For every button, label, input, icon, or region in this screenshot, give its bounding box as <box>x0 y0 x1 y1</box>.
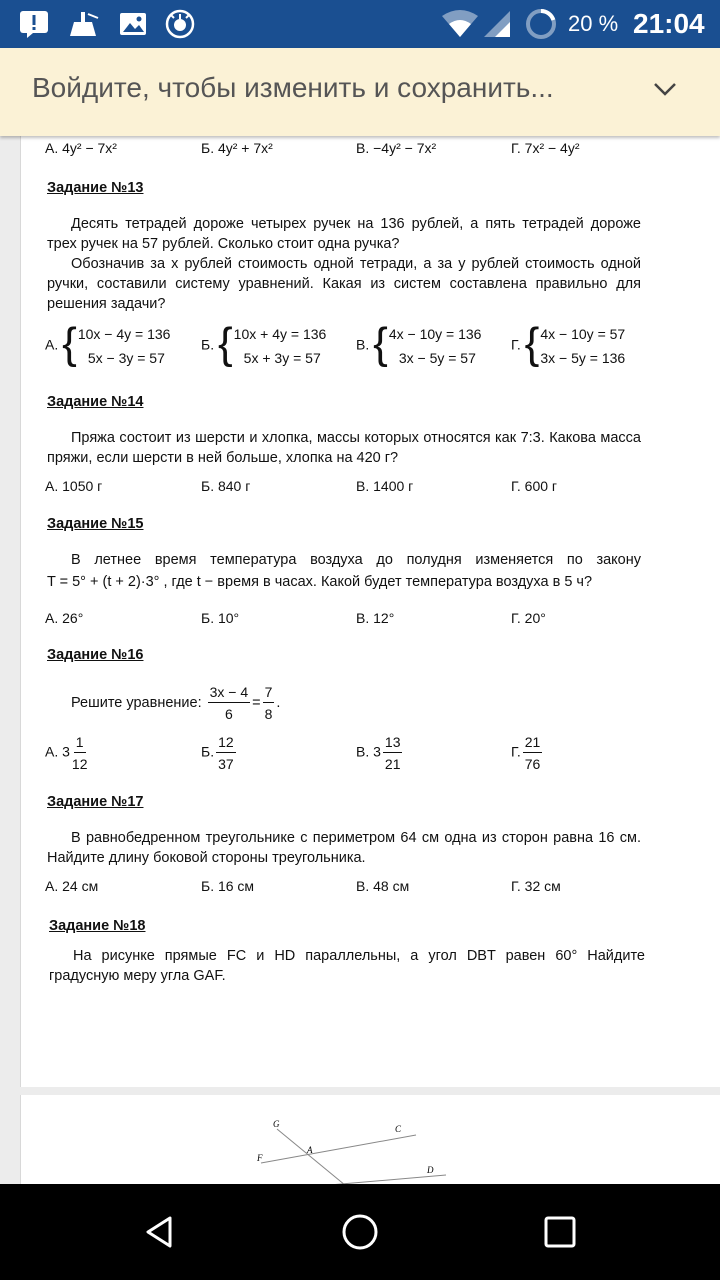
task-17-heading: Задание №17 <box>47 794 144 810</box>
recents-icon[interactable] <box>536 1208 584 1256</box>
task-13-text-2: Обозначив за x рублей стоимость одной тетради, а за y рублей стоимость одной ручки, составили систему уравнений. Какая из систем составлена правильно для решения задачи? <box>47 256 641 312</box>
task-18-heading: Задание №18 <box>49 918 146 934</box>
option-label: Г. <box>511 743 521 760</box>
home-icon[interactable] <box>336 1208 384 1256</box>
geometry-figure <box>21 1095 720 1190</box>
task-17-answer-b: Б. 16 см <box>201 878 255 894</box>
task-13-answer-a: А. { 10x − 4y = 136 5x − 3y = 57 <box>45 319 171 368</box>
option-label: В. <box>356 336 370 353</box>
fraction-denominator: 76 <box>524 756 541 772</box>
task-15-heading: Задание №15 <box>47 516 144 532</box>
banner-message: Войдите, чтобы изменить и сохранить... <box>32 72 554 103</box>
navigation-bar <box>0 1184 720 1280</box>
task-17-text: В равнобедренном треугольнике с периметром 64 см одна из сторон равна 16 см. Найдите длину боковой стороны треугольника. <box>47 830 641 866</box>
task-14-answer-b: Б. 840 г <box>201 478 251 494</box>
task-16-heading: Задание №16 <box>47 647 144 663</box>
task-14-answer-a: А. 1050 г <box>45 478 103 494</box>
chevron-down-icon[interactable] <box>652 80 678 103</box>
period: . <box>276 694 281 711</box>
option-label: А. 3 <box>45 743 70 760</box>
task-15-text: В летнее время температура воздуха до полудня изменяется по закону <box>71 552 641 568</box>
answer-d: Г. 7x² − 4y² <box>511 140 580 156</box>
option-label: Б. <box>201 336 215 353</box>
fraction-numerator: 13 <box>383 734 403 753</box>
equation: 10x + 4y = 136 <box>233 326 327 342</box>
option-label: Г. <box>511 336 521 353</box>
task-14-text: Пряжа состоит из шерсти и хлопка, массы которых относятся как 7:3. Какова масса пряжи, если шерсти в ней больше, хлопка на 420 г? <box>47 430 641 466</box>
figure-label-d: D <box>427 1165 434 1175</box>
image-icon <box>118 10 148 38</box>
figure-label-f: F <box>257 1153 263 1163</box>
figure-label-c: C <box>395 1124 402 1134</box>
option-label: А. <box>45 336 59 353</box>
task-18-text: На рисунке прямые FC и HD параллельны, а угол DBT равен 60° Найдите градусную меру угла GAF. <box>49 948 645 984</box>
task-15-answer-b: Б. 10° <box>201 610 240 626</box>
fraction-numerator: 12 <box>216 734 236 753</box>
task-16-answer-b <box>201 734 238 772</box>
figure-label-g: G <box>273 1119 280 1129</box>
cleaner-icon <box>66 10 100 38</box>
answer-a: А. 4y² − 7x² <box>45 140 117 156</box>
equation: 5x + 3y = 57 <box>243 350 321 366</box>
status-bar <box>0 0 720 48</box>
prompt-text: Решите уравнение: <box>71 694 202 711</box>
option-label: В. 3 <box>356 743 381 760</box>
task-16-answer-c <box>356 734 404 772</box>
task-17-answer-a: А. 24 см <box>45 878 99 894</box>
task-16-answer-d <box>511 734 544 772</box>
alert-icon <box>18 10 50 38</box>
task-15-answer-d: Г. 20° <box>511 610 546 626</box>
equals-sign: = <box>252 694 261 711</box>
task-14-answer-d: Г. 600 г <box>511 478 558 494</box>
signal-icon <box>482 10 512 38</box>
figure-label-a: A <box>307 1145 313 1155</box>
fraction-numerator: 1 <box>74 734 86 753</box>
document-page[interactable] <box>20 136 720 1087</box>
task-13-answer-d: Г. { 4x − 10y = 57 3x − 5y = 136 <box>511 319 626 368</box>
fraction-denominator: 12 <box>71 756 88 772</box>
sign-in-banner[interactable] <box>0 48 720 136</box>
task-14-answer-c: В. 1400 г <box>356 478 414 494</box>
task-17-answer-d: Г. 32 см <box>511 878 561 894</box>
option-label: Б. <box>201 743 215 760</box>
antivirus-icon <box>164 10 196 38</box>
fraction-denominator: 37 <box>218 756 234 772</box>
task-17-answer-c: В. 48 см <box>356 878 410 894</box>
fraction-denominator: 8 <box>264 706 273 722</box>
equation: 10x − 4y = 136 <box>77 326 171 342</box>
equation: 5x − 3y = 57 <box>87 350 165 366</box>
equation: 3x − 5y = 57 <box>398 350 476 366</box>
task-16-equation <box>71 684 280 722</box>
fraction-denominator: 21 <box>384 756 401 772</box>
task-13-text: Десять тетрадей дороже четырех ручек на 136 рублей, а пять тетрадей дороже трех ручек на 57 рублей. Сколько стоит одна ручка? <box>47 216 641 252</box>
battery-ring-icon <box>524 10 558 38</box>
battery-percent: 20 % <box>568 11 619 36</box>
back-icon[interactable] <box>136 1208 184 1256</box>
fraction-denominator: 6 <box>224 706 233 722</box>
answer-b: Б. 4y² + 7x² <box>201 140 273 156</box>
fraction-numerator: 7 <box>263 684 275 703</box>
task-14-heading: Задание №14 <box>47 394 144 410</box>
fraction-numerator: 21 <box>523 734 543 753</box>
task-15-answer-a: А. 26° <box>45 610 84 626</box>
equation: 4x − 10y = 57 <box>540 326 626 342</box>
task-15-formula-line: T = 5° + (t + 2)·3° , где t − время в часах. Какой будет температура воздуха в 5 ч? <box>47 574 593 590</box>
equation: 4x − 10y = 136 <box>388 326 482 342</box>
wifi-icon <box>440 10 480 38</box>
equation: 3x − 5y = 136 <box>540 350 626 366</box>
fraction-numerator: 3x − 4 <box>208 684 251 703</box>
answer-c: В. −4y² − 7x² <box>356 140 437 156</box>
task-15-answer-c: В. 12° <box>356 610 395 626</box>
task-13-answer-b: Б. { 10x + 4y = 136 5x + 3y = 57 <box>201 319 327 368</box>
task-16-answer-a <box>45 734 89 772</box>
document-page-2[interactable] <box>20 1095 720 1190</box>
clock: 21:04 <box>633 8 705 39</box>
task-13-heading: Задание №13 <box>47 180 144 196</box>
task-13-answer-c: В. { 4x − 10y = 136 3x − 5y = 57 <box>356 319 482 368</box>
